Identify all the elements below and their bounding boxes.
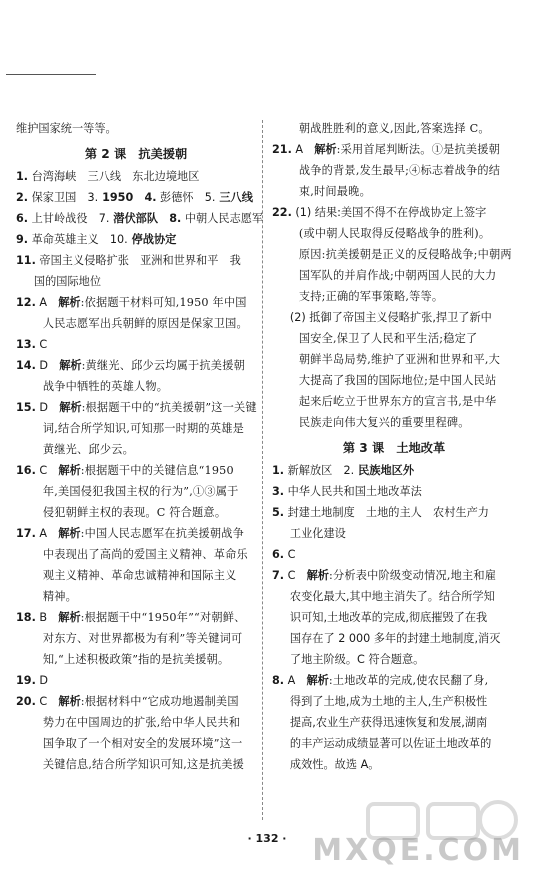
- question-number: 民族地区外: [354, 464, 415, 477]
- question-number: 1950 4.: [98, 191, 157, 204]
- text-span: 年,美国侵犯我国主权的行为”,①③属于: [42, 485, 239, 498]
- text-span: 精神。: [42, 590, 78, 603]
- answer-line: [272, 244, 516, 265]
- text-span: 原因:抗美援朝是正义的反侵略战争;中朝两: [298, 248, 512, 261]
- text-span: D: [35, 359, 60, 372]
- question-number: 3.: [272, 485, 285, 498]
- answer-line: [16, 733, 256, 754]
- text-span: :根据题干中的关键信息“1950: [80, 464, 234, 477]
- answer-line: [16, 334, 256, 355]
- text-span: :中国人民志愿军在抗美援朝战争: [80, 527, 245, 540]
- answer-line: [16, 118, 256, 139]
- text-span: 中朝人民志愿军: [181, 212, 264, 225]
- answer-explanation-line: [16, 691, 256, 712]
- question-number: 22.: [272, 206, 292, 219]
- answer-explanation-line: [16, 523, 256, 544]
- answer-line: [16, 229, 256, 250]
- explanation-label: 解析: [59, 359, 82, 372]
- text-span: A: [284, 674, 307, 687]
- text-span: 国的国际地位: [33, 275, 102, 288]
- text-span: 农变化最大,其中地主消失了。结合所学知: [289, 590, 495, 603]
- text-span: 关键信息,结合所学知识可知,这是抗美援: [42, 758, 244, 771]
- text-span: D: [35, 401, 60, 414]
- text-span: C: [35, 464, 59, 477]
- answer-line: [272, 160, 516, 181]
- answer-line: [16, 439, 256, 460]
- answer-explanation-line: [16, 355, 256, 376]
- question-number: 13.: [16, 338, 36, 351]
- text-span: A: [35, 527, 59, 540]
- text-span: 观主义精神、革命忠诚精神和国际主义: [42, 569, 237, 582]
- text-span: 革命英雄主义 10.: [28, 233, 128, 246]
- text-span: C: [284, 548, 296, 561]
- text-span: A: [35, 296, 59, 309]
- answer-line: [272, 544, 516, 565]
- answer-line: [272, 265, 516, 286]
- question-number: 三八线: [215, 191, 253, 204]
- answer-line: [16, 187, 256, 208]
- text-span: 知,“上述积极政策”指的是抗美援朝。: [42, 653, 230, 666]
- question-number: 20.: [16, 695, 36, 708]
- text-span: 战争的背景,发生最早;④标志着战争的结: [298, 164, 501, 177]
- text-span: 彭德怀 5.: [156, 191, 216, 204]
- question-number: 11.: [16, 254, 36, 267]
- answer-line: [16, 481, 256, 502]
- text-span: 国存在了 2 000 多年的封建土地制度,消灭: [289, 632, 501, 645]
- answer-line: [272, 649, 516, 670]
- text-span: 封建土地制度 土地的主人 农村生产力: [284, 506, 489, 519]
- answer-line: [16, 502, 256, 523]
- question-number: 1.: [16, 170, 29, 183]
- explanation-label: 解析: [58, 464, 81, 477]
- watermark-text: MXQE.COM: [312, 833, 524, 868]
- answer-line: [272, 691, 516, 712]
- question-number: 14.: [16, 359, 36, 372]
- text-span: 支持;正确的军事策略,等等。: [298, 290, 444, 303]
- answer-line: [16, 754, 256, 775]
- text-span: 第 2 课 抗美援朝: [84, 147, 188, 161]
- text-span: A: [291, 143, 315, 156]
- answer-line: [16, 586, 256, 607]
- answer-line: [272, 712, 516, 733]
- text-span: :分析表中阶级变动情况,地主和雇: [329, 569, 497, 582]
- text-span: (或中朝人民取得反侵略战争的胜利)。: [298, 227, 491, 240]
- text-span: 工业化建设: [289, 527, 346, 540]
- answer-line: [16, 670, 256, 691]
- answer-explanation-line: [16, 397, 256, 418]
- text-span: :根据材料中“它成功地遏制美国: [80, 695, 239, 708]
- text-span: :根据题干中的“抗美援朝”这一关键: [81, 401, 257, 414]
- explanation-label: 解析: [306, 569, 329, 582]
- answer-line: [272, 502, 516, 523]
- answer-line: [272, 370, 516, 391]
- answer-line: [16, 166, 256, 187]
- text-span: 得到了土地,成为土地的主人,生产积极性: [289, 695, 488, 708]
- text-span: 成效性。故选 A。: [289, 758, 380, 771]
- answer-explanation-line: [16, 460, 256, 481]
- question-number: 18.: [16, 611, 36, 624]
- text-span: 的丰产运动成绩显著可以佐证土地改革的: [289, 737, 492, 750]
- question-number: 19.: [16, 674, 36, 687]
- right-column: [272, 118, 516, 775]
- question-number: 停战协定: [127, 233, 177, 246]
- answer-line: [272, 391, 516, 412]
- answer-line: [272, 223, 516, 244]
- question-number: 8.: [272, 674, 285, 687]
- text-span: (2) 抵御了帝国主义侵略扩张,捍卫了新中: [289, 311, 492, 324]
- answer-line: [272, 202, 516, 223]
- question-number: 7.: [272, 569, 285, 582]
- text-span: 词,结合所学知识,可知那一时期的英雄是: [42, 422, 244, 435]
- text-span: B: [35, 611, 59, 624]
- text-span: 国安全,保卫了人民和平生活;稳定了: [298, 332, 478, 345]
- text-span: 侵犯朝鲜主权的表现。C 符合题意。: [42, 506, 227, 519]
- left-column: [16, 118, 264, 775]
- text-span: C: [35, 338, 48, 351]
- explanation-label: 解析: [314, 143, 337, 156]
- answer-line: [16, 271, 256, 292]
- header-rule: [6, 74, 96, 75]
- question-number: 6.: [16, 212, 29, 225]
- answer-line: [272, 118, 516, 139]
- explanation-label: 解析: [58, 296, 81, 309]
- answer-explanation-line: [272, 139, 516, 160]
- question-number: 9.: [16, 233, 29, 246]
- text-span: 中表现出了高尚的爱国主义精神、革命乐: [42, 548, 248, 561]
- text-span: 第 3 课 土地改革: [342, 441, 446, 455]
- explanation-label: 解析: [58, 527, 81, 540]
- text-span: 黄继光、邱少云。: [42, 443, 134, 456]
- answer-line: [16, 376, 256, 397]
- text-span: :土地改革的完成,使农民翻了身,: [328, 674, 489, 687]
- lesson-title: [16, 144, 256, 165]
- answer-line: [16, 313, 256, 334]
- question-number: 16.: [16, 464, 36, 477]
- answer-line: [272, 181, 516, 202]
- answer-line: [272, 523, 516, 544]
- question-number: 2.: [16, 191, 29, 204]
- text-span: 民族走向伟大复兴的重要里程碑。: [298, 416, 470, 429]
- answer-explanation-line: [272, 565, 516, 586]
- question-number: 21.: [272, 143, 292, 156]
- text-span: C: [284, 569, 307, 582]
- answer-explanation-line: [16, 607, 256, 628]
- answer-line: [272, 754, 516, 775]
- text-span: 对东方、对世界都极为有利”等关键词可: [42, 632, 243, 645]
- answer-line: [16, 418, 256, 439]
- text-span: 势力在中国周边的扩张,给中华人民共和: [42, 716, 241, 729]
- answer-line: [16, 250, 256, 271]
- answer-line: [16, 544, 256, 565]
- text-span: :根据题干中“1950年”“对朝鲜、: [80, 611, 246, 624]
- answer-line: [272, 481, 516, 502]
- text-span: 了地主阶级。C 符合题意。: [289, 653, 425, 666]
- answer-line: [16, 565, 256, 586]
- question-number: 6.: [272, 548, 285, 561]
- answer-line: [16, 628, 256, 649]
- answer-line: [272, 607, 516, 628]
- text-span: 朝战胜胜利的意义,因此,答案选择 C。: [298, 122, 490, 135]
- answer-line: [272, 349, 516, 370]
- question-number: 5.: [272, 506, 285, 519]
- text-span: 起来后屹立于世界东方的宣言书,是中华: [298, 395, 497, 408]
- text-span: 国军队的并肩作战;中朝两国人民的大力: [298, 269, 497, 282]
- text-span: 新解放区 2.: [284, 464, 355, 477]
- text-span: (1) 结果:美国不得不在停战协定上签字: [291, 206, 487, 219]
- explanation-label: 解析: [59, 401, 82, 414]
- question-number: 15.: [16, 401, 36, 414]
- answer-explanation-line: [272, 670, 516, 691]
- text-span: 人民志愿军出兵朝鲜的原因是保家卫国。: [42, 317, 248, 330]
- answer-explanation-line: [16, 292, 256, 313]
- text-span: 大提高了我国的国际地位;是中国人民站: [298, 374, 497, 387]
- answer-line: [272, 286, 516, 307]
- answer-line: [272, 328, 516, 349]
- text-span: 战争中牺牲的英雄人物。: [42, 380, 169, 393]
- text-span: 台湾海峡 三八线 东北边境地区: [28, 170, 200, 183]
- explanation-label: 解析: [306, 674, 329, 687]
- question-number: 12.: [16, 296, 36, 309]
- text-span: 朝鲜半岛局势,维护了亚洲和世界和平,大: [298, 353, 500, 366]
- question-number: 1.: [272, 464, 285, 477]
- text-span: D: [35, 674, 48, 687]
- text-span: 识可知,土地改革的完成,彻底摧毁了在我: [289, 611, 488, 624]
- answer-line: [272, 733, 516, 754]
- lesson-title: [272, 438, 516, 459]
- text-span: :依据题干材料可知,1950 年中国: [80, 296, 247, 309]
- text-span: C: [35, 695, 59, 708]
- question-number: 潜伏部队 8.: [109, 212, 182, 225]
- text-span: :黄继光、邱少云均属于抗美援朝: [81, 359, 245, 372]
- text-span: :采用首尾判断法。①是抗美援朝: [336, 143, 501, 156]
- text-span: 维护国家统一等等。: [16, 122, 117, 135]
- page-number: · 132 ·: [247, 832, 287, 845]
- answer-line: [272, 307, 516, 328]
- text-span: 保家卫国 3.: [28, 191, 99, 204]
- text-span: 提高,农业生产获得迅速恢复和发展,湖南: [289, 716, 488, 729]
- text-span: 帝国主义侵略扩张 亚洲和世界和平 我: [35, 254, 241, 267]
- answer-line: [16, 649, 256, 670]
- text-span: 中华人民共和国土地改革法: [284, 485, 422, 498]
- explanation-label: 解析: [58, 695, 81, 708]
- answer-line: [272, 628, 516, 649]
- text-span: 上甘岭战役 7.: [28, 212, 110, 225]
- text-span: 国争取了一个相对安全的发展环境”这一: [42, 737, 243, 750]
- answer-line: [272, 412, 516, 433]
- explanation-label: 解析: [58, 611, 81, 624]
- answer-line: [272, 460, 516, 481]
- answer-line: [272, 586, 516, 607]
- answer-line: [16, 712, 256, 733]
- question-number: 17.: [16, 527, 36, 540]
- answer-line: [16, 208, 264, 229]
- text-span: 束,时间最晚。: [298, 185, 371, 198]
- column-divider: [262, 120, 263, 820]
